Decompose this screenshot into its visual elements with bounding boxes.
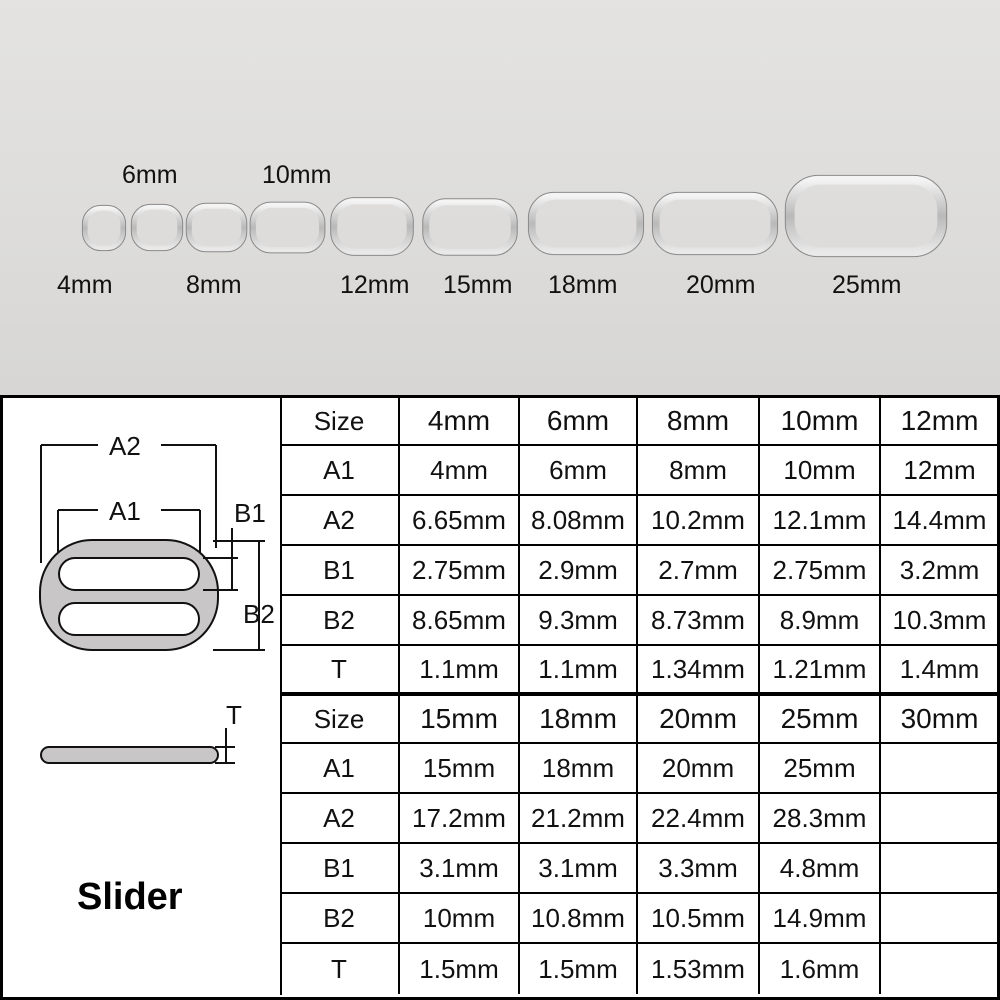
table-cell-s1-row-t-c5: 1.4mm (881, 646, 998, 696)
ring-10mm (250, 202, 325, 253)
table-cell-s1-row-t-c3: 1.34mm (638, 646, 760, 696)
table-cell-s2-row-b1-c4: 4.8mm (760, 844, 881, 894)
size-label-10mm: 10mm (262, 161, 332, 189)
table-cell-s1-row-b2-c4: 8.9mm (760, 596, 881, 646)
ring-4mm (82, 205, 125, 250)
spec-panel (0, 395, 1000, 1000)
table-cell-s2-row-a1-c4: 25mm (760, 744, 881, 794)
table-cell-s1-header-c0: Size (280, 398, 400, 446)
table-cell-s1-row-b1-c0: B1 (280, 546, 400, 596)
table-cell-s1-row-a2-c2: 8.08mm (520, 496, 638, 546)
table-cell-s1-row-a2-c0: A2 (280, 496, 400, 546)
table-cell-s2-row-t-c2: 1.5mm (520, 944, 638, 994)
table-cell-s2-header-c1: 15mm (400, 696, 520, 744)
table-cell-s2-row-b2-c2: 10.8mm (520, 894, 638, 944)
size-label-18mm: 18mm (548, 271, 618, 299)
ring-15mm (423, 199, 518, 256)
table-cell-s1-header-c1: 4mm (400, 398, 520, 446)
table-cell-s2-row-b2-c4: 14.9mm (760, 894, 881, 944)
a1-label: A1 (109, 496, 141, 526)
table-cell-s1-row-a1-c3: 8mm (638, 446, 760, 496)
table-cell-s1-row-b1-c1: 2.75mm (400, 546, 520, 596)
ring-18mm (528, 192, 643, 254)
table-cell-s2-row-b2-c1: 10mm (400, 894, 520, 944)
table-cell-s1-row-a1-c0: A1 (280, 446, 400, 496)
table-cell-s2-row-a2-c3: 22.4mm (638, 794, 760, 844)
slider-dimension-drawing (3, 398, 280, 868)
table-cell-s2-row-a1-c1: 15mm (400, 744, 520, 794)
table-cell-s2-row-a2-c0: A2 (280, 794, 400, 844)
table-cell-s2-row-t-c4: 1.6mm (760, 944, 881, 994)
table-cell-s2-row-t-c1: 1.5mm (400, 944, 520, 994)
table-cell-s1-row-b1-c2: 2.9mm (520, 546, 638, 596)
table-cell-s2-row-t-c3: 1.53mm (638, 944, 760, 994)
size-label-15mm: 15mm (443, 271, 513, 299)
size-label-6mm: 6mm (122, 161, 178, 189)
table-cell-s2-row-b1-c3: 3.3mm (638, 844, 760, 894)
table-cell-s1-row-b1-c4: 2.75mm (760, 546, 881, 596)
a2-label: A2 (109, 431, 141, 461)
table-cell-s2-row-a2-c5 (881, 794, 998, 844)
table-cell-s1-row-b2-c2: 9.3mm (520, 596, 638, 646)
table-cell-s1-row-b2-c1: 8.65mm (400, 596, 520, 646)
table-cell-s1-header-c3: 8mm (638, 398, 760, 446)
table-cell-s2-row-b2-c0: B2 (280, 894, 400, 944)
table-cell-s2-header-c2: 18mm (520, 696, 638, 744)
table-cell-s1-row-b1-c5: 3.2mm (881, 546, 998, 596)
size-label-20mm: 20mm (686, 271, 756, 299)
table-cell-s2-row-a1-c2: 18mm (520, 744, 638, 794)
table-cell-s2-header-c3: 20mm (638, 696, 760, 744)
table-cell-s2-header-c4: 25mm (760, 696, 881, 744)
table-cell-s1-row-a2-c3: 10.2mm (638, 496, 760, 546)
b2-label: B2 (243, 599, 275, 629)
size-label-12mm: 12mm (340, 271, 410, 299)
table-cell-s2-header-c0: Size (280, 696, 400, 744)
size-label-25mm: 25mm (832, 271, 902, 299)
table-cell-s1-row-a2-c1: 6.65mm (400, 496, 520, 546)
table-cell-s1-row-b2-c0: B2 (280, 596, 400, 646)
table-cell-s1-row-t-c4: 1.21mm (760, 646, 881, 696)
table-cell-s2-row-t-c5 (881, 944, 998, 994)
size-label-4mm: 4mm (57, 271, 113, 299)
table-cell-s1-row-a1-c4: 10mm (760, 446, 881, 496)
table-cell-s2-row-b1-c0: B1 (280, 844, 400, 894)
slider-rings-illustration (0, 0, 1000, 395)
ring-12mm (331, 198, 414, 256)
dimension-diagram (3, 398, 282, 995)
table-cell-s2-row-t-c0: T (280, 944, 400, 994)
table-cell-s1-row-a1-c5: 12mm (881, 446, 998, 496)
table-cell-s1-row-t-c2: 1.1mm (520, 646, 638, 696)
table-cell-s2-header-c5: 30mm (881, 696, 998, 744)
table-cell-s2-row-a1-c3: 20mm (638, 744, 760, 794)
table-cell-s2-row-b1-c1: 3.1mm (400, 844, 520, 894)
table-cell-s1-row-b2-c5: 10.3mm (881, 596, 998, 646)
ring-6mm (131, 204, 182, 250)
table-cell-s1-header-c4: 10mm (760, 398, 881, 446)
table-cell-s1-row-b2-c3: 8.73mm (638, 596, 760, 646)
table-cell-s1-header-c2: 6mm (520, 398, 638, 446)
table-cell-s1-row-b1-c3: 2.7mm (638, 546, 760, 596)
table-cell-s2-row-b2-c5 (881, 894, 998, 944)
ring-20mm (652, 192, 777, 254)
ring-8mm (186, 203, 247, 252)
size-label-8mm: 8mm (186, 271, 242, 299)
table-cell-s2-row-b1-c5 (881, 844, 998, 894)
table-cell-s2-row-b1-c2: 3.1mm (520, 844, 638, 894)
t-label: T (226, 700, 242, 730)
table-cell-s2-row-b2-c3: 10.5mm (638, 894, 760, 944)
slider-outline (40, 540, 218, 650)
slider-title: Slider (77, 876, 183, 918)
table-cell-s1-row-a1-c1: 4mm (400, 446, 520, 496)
table-cell-s2-row-a1-c5 (881, 744, 998, 794)
b1-label: B1 (234, 498, 266, 528)
slider-side-profile (41, 747, 218, 763)
table-cell-s1-row-t-c1: 1.1mm (400, 646, 520, 696)
table-cell-s2-row-a1-c0: A1 (280, 744, 400, 794)
table-cell-s1-row-a1-c2: 6mm (520, 446, 638, 496)
ring-25mm (785, 175, 946, 256)
table-cell-s1-header-c5: 12mm (881, 398, 998, 446)
table-cell-s2-row-a2-c4: 28.3mm (760, 794, 881, 844)
table-cell-s1-row-a2-c5: 14.4mm (881, 496, 998, 546)
table-cell-s1-row-t-c0: T (280, 646, 400, 696)
product-photo (0, 0, 1000, 395)
table-cell-s1-row-a2-c4: 12.1mm (760, 496, 881, 546)
table-cell-s2-row-a2-c1: 17.2mm (400, 794, 520, 844)
table-cell-s2-row-a2-c2: 21.2mm (520, 794, 638, 844)
